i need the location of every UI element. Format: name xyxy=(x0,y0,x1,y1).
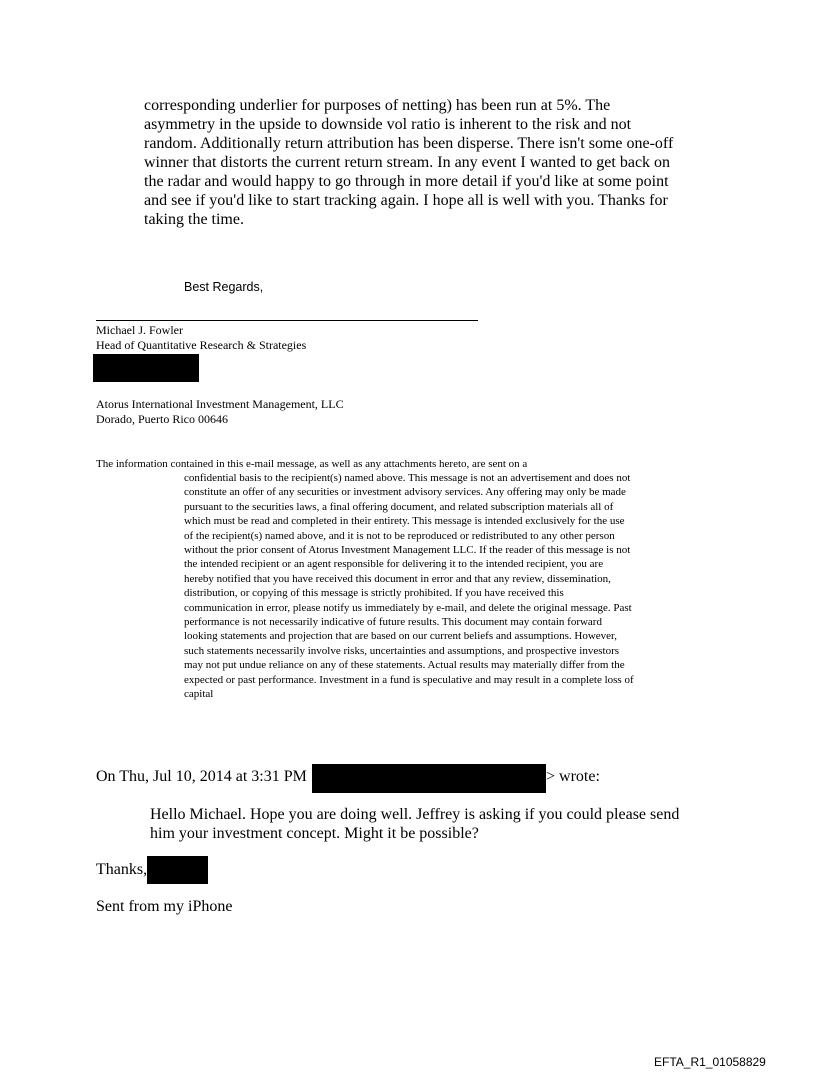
company-location: Dorado, Puerto Rico 00646 xyxy=(96,412,228,426)
reply-header-prefix: On Thu, Jul 10, 2014 at 3:31 PM xyxy=(96,768,307,785)
sent-from-signature: Sent from my iPhone xyxy=(96,898,233,915)
reply-header-suffix: > wrote: xyxy=(546,768,600,785)
redaction-box xyxy=(93,354,199,382)
quoted-thanks: Thanks, xyxy=(96,861,148,878)
quoted-message: Hello Michael. Hope you are doing well. Jeffrey is asking if you could please send him your investment concept. Might it be possible? xyxy=(150,806,680,842)
signature-name: Michael J. Fowler xyxy=(96,323,183,337)
signature-block xyxy=(96,323,306,353)
redaction-box xyxy=(312,764,546,793)
company-name: Atorus International Investment Management, LLC xyxy=(96,397,344,411)
redaction-box xyxy=(147,856,208,884)
disclaimer-body: confidential basis to the recipient(s) named above. This message is not an advertisement and does not constitute an offer of any securities or investment advisory services. Any offering may only be made pursuant to the securities laws, a final offering document, and related subscription materials all of which must be read and completed in their entirety. This message is intended exclusively for the use of the recipient(s) named above, and it is not to be reproduced or redistributed to any other person without the prior consent of Atorus Investment Management LLC. If the reader of this message is not the intended recipient or an agent responsible for delivering it to the intended recipient, you are hereby notified that you have received this document in error and that any review, dissemination, distribution, or copying of this message is strictly prohibited. If you have received this communication in error, please notify us immediately by e-mail, and delete the original message. Past performance is not necessarily indicative of future results. This document may contain forward looking statements and projection that are based on our current beliefs and assumptions. However, such statements necessarily involve risks, uncertainties and assumptions, and prospective investors may not put undue reliance on any of these statements. Actual results may materially differ from the expected or past performance. Investment in a fund is speculative and may result in a complete loss of capital xyxy=(184,472,634,701)
email-body-paragraph: corresponding underlier for purposes of netting) has been run at 5%. The asymmetry in the upside to downside vol ratio is inherent to the risk and not random. Additionally return attribution has been disperse. There isn't some one-off winner that distorts the current return stream. In any event I wanted to get back on the radar and would happy to go through in more detail if you'd like at some point and see if you'd like to start tracking again. I hope all is well with you. Thanks for taking the time. xyxy=(144,97,674,228)
document-id: EFTA_R1_01058829 xyxy=(654,1055,766,1069)
disclaimer-first-line: The information contained in this e-mail message, as well as any attachments hereto, are sent on a xyxy=(96,458,528,470)
signature-divider xyxy=(96,320,478,321)
signature-title: Head of Quantitative Research & Strategies xyxy=(96,338,307,352)
company-block xyxy=(96,397,344,427)
closing-text: Best Regards, xyxy=(184,280,264,294)
